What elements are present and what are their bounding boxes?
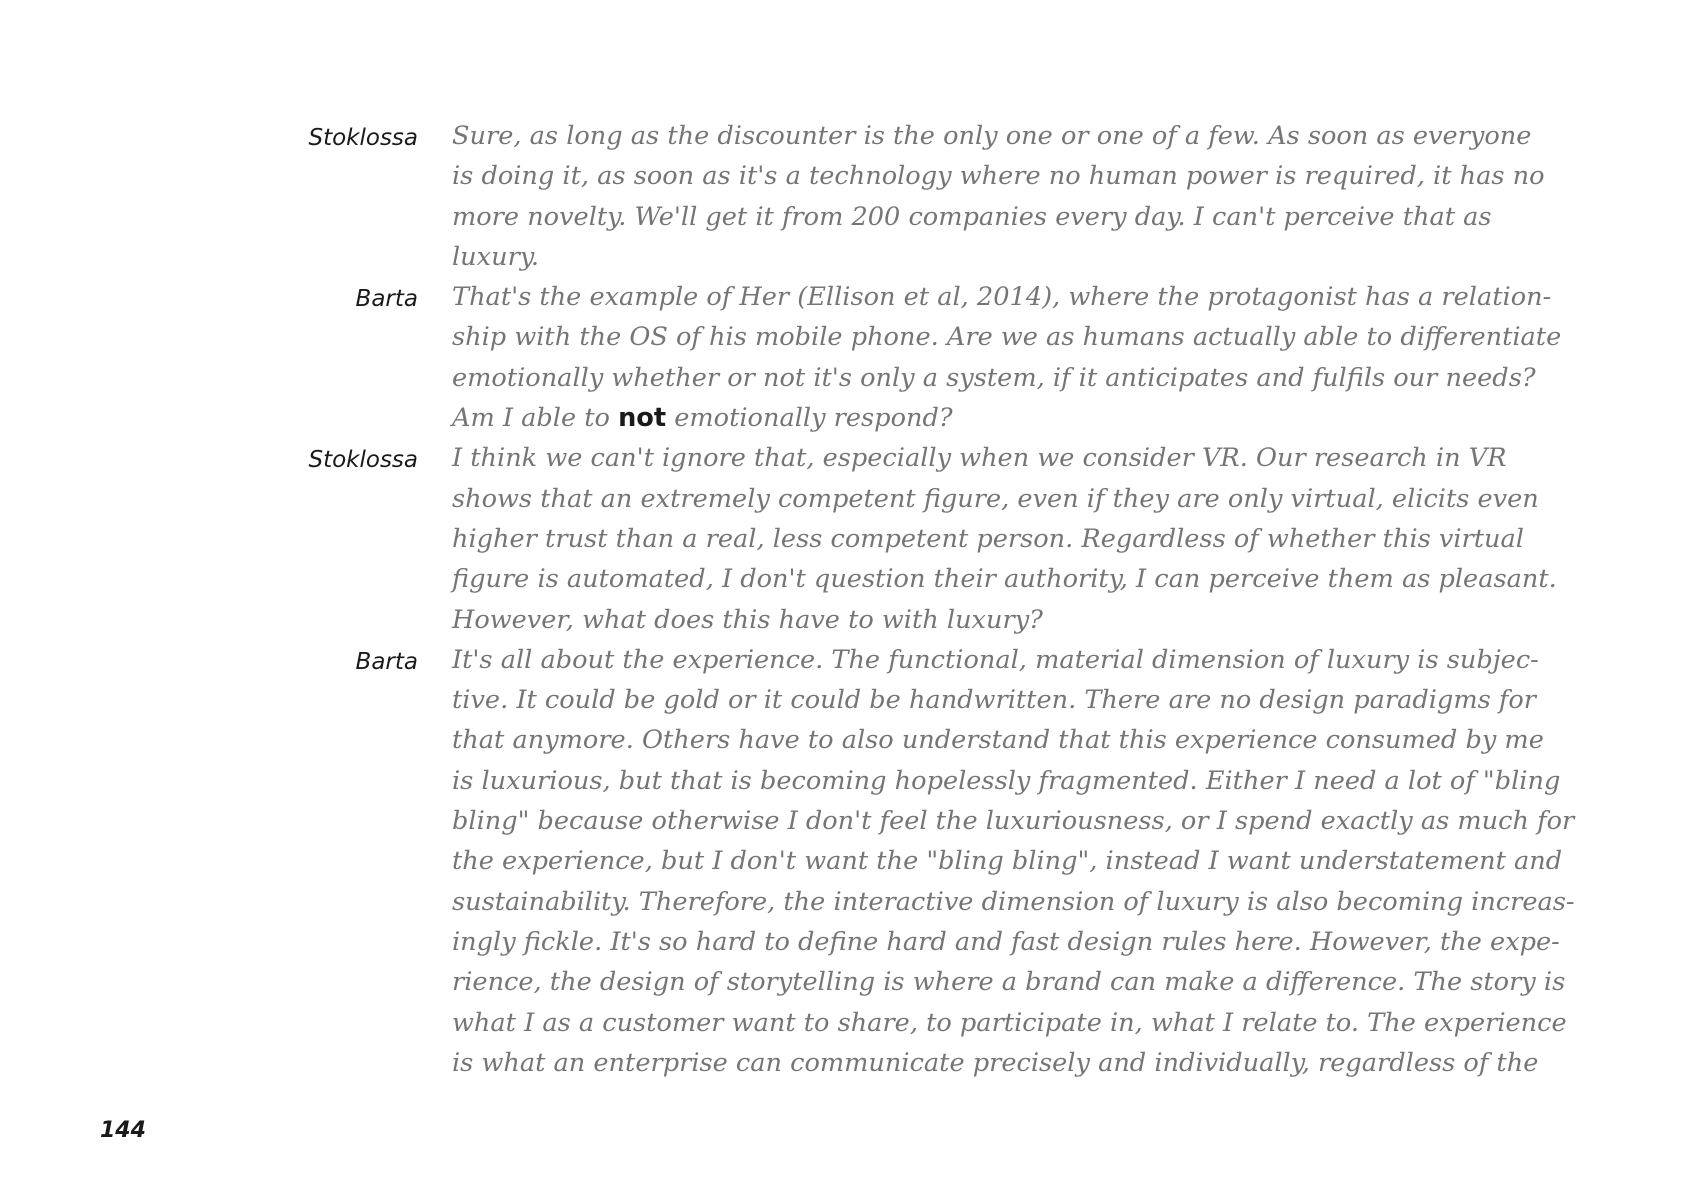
text-line: figure is automated, I don't question their authority, I can perceive them as pleasant. bbox=[452, 564, 1557, 595]
text-line bbox=[452, 398, 1630, 438]
text-line: sustainability. Therefore, the interactive dimension of luxury is also becoming increas- bbox=[452, 886, 1575, 917]
page-number: 144 bbox=[100, 1118, 146, 1143]
text-line: Sure, as long as the discounter is the only one or one of a few. As soon as everyone bbox=[452, 121, 1532, 151]
text-line: that anymore. Others have to also understand that this experience consumed by me bbox=[452, 725, 1544, 756]
dialogue-turn bbox=[300, 640, 1630, 1083]
text-segment: Am I able to bbox=[452, 403, 619, 434]
text-line: what I as a customer want to share, to participate in, what I relate to. The experience bbox=[452, 1007, 1567, 1038]
dialogue-text bbox=[452, 116, 1630, 277]
text-line: bling" because otherwise I don't feel the luxuriousness, or I spend exactly as much for bbox=[452, 806, 1575, 837]
dialogue-turn bbox=[300, 277, 1630, 438]
dialogue-text bbox=[452, 640, 1630, 1083]
text-line: That's the example of Her (Ellison et al, 2014), where the protagonist has a relation- bbox=[452, 282, 1552, 313]
text-line: It's all about the experience. The functional, material dimension of luxury is subjec- bbox=[452, 644, 1539, 675]
speaker-name: Barta bbox=[355, 648, 418, 675]
speaker-name: Stoklossa bbox=[308, 447, 418, 474]
speaker-name: Barta bbox=[355, 286, 418, 313]
dialogue-text bbox=[452, 438, 1630, 639]
dialogue-text bbox=[452, 277, 1630, 438]
text-line: is what an enterprise can communicate precisely and individually, regardless of the bbox=[452, 1047, 1539, 1078]
text-line: luxury. bbox=[452, 241, 540, 272]
dialogue-turn bbox=[300, 116, 1630, 277]
text-line: higher trust than a real, less competent person. Regardless of whether this virtual bbox=[452, 523, 1524, 554]
text-line: emotionally whether or not it's only a system, if it anticipates and fulfils our needs? bbox=[452, 362, 1536, 393]
text-line: more novelty. We'll get it from 200 companies every day. I can't perceive that as bbox=[452, 201, 1492, 232]
dialogue-turn bbox=[300, 438, 1630, 639]
text-line: However, what does this have to with luxury? bbox=[452, 604, 1043, 635]
text-line: is luxurious, but that is becoming hopelessly fragmented. Either I need a lot of "bling bbox=[452, 765, 1561, 796]
speaker-name: Stoklossa bbox=[308, 125, 418, 151]
text-line: ship with the OS of his mobile phone. Are we as humans actually able to differentiate bbox=[452, 322, 1562, 353]
interview-transcript bbox=[300, 116, 1630, 1083]
text-line: shows that an extremely competent figure, even if they are only virtual, elicits even bbox=[452, 483, 1539, 514]
text-line: the experience, but I don't want the "bling bling", instead I want understatement and bbox=[452, 846, 1563, 877]
text-line: I think we can't ignore that, especially when we consider VR. Our research in VR bbox=[452, 443, 1507, 474]
text-line: rience, the design of storytelling is where a brand can make a difference. The story is bbox=[452, 967, 1566, 998]
text-line: is doing it, as soon as it's a technology where no human power is required, it has no bbox=[452, 161, 1545, 192]
text-line: ingly fickle. It's so hard to define hard and fast design rules here. However, the expe- bbox=[452, 926, 1560, 957]
emphasized-word: not bbox=[618, 403, 667, 434]
text-segment: emotionally respond? bbox=[666, 403, 953, 434]
text-line: tive. It could be gold or it could be handwritten. There are no design paradigms for bbox=[452, 685, 1536, 716]
